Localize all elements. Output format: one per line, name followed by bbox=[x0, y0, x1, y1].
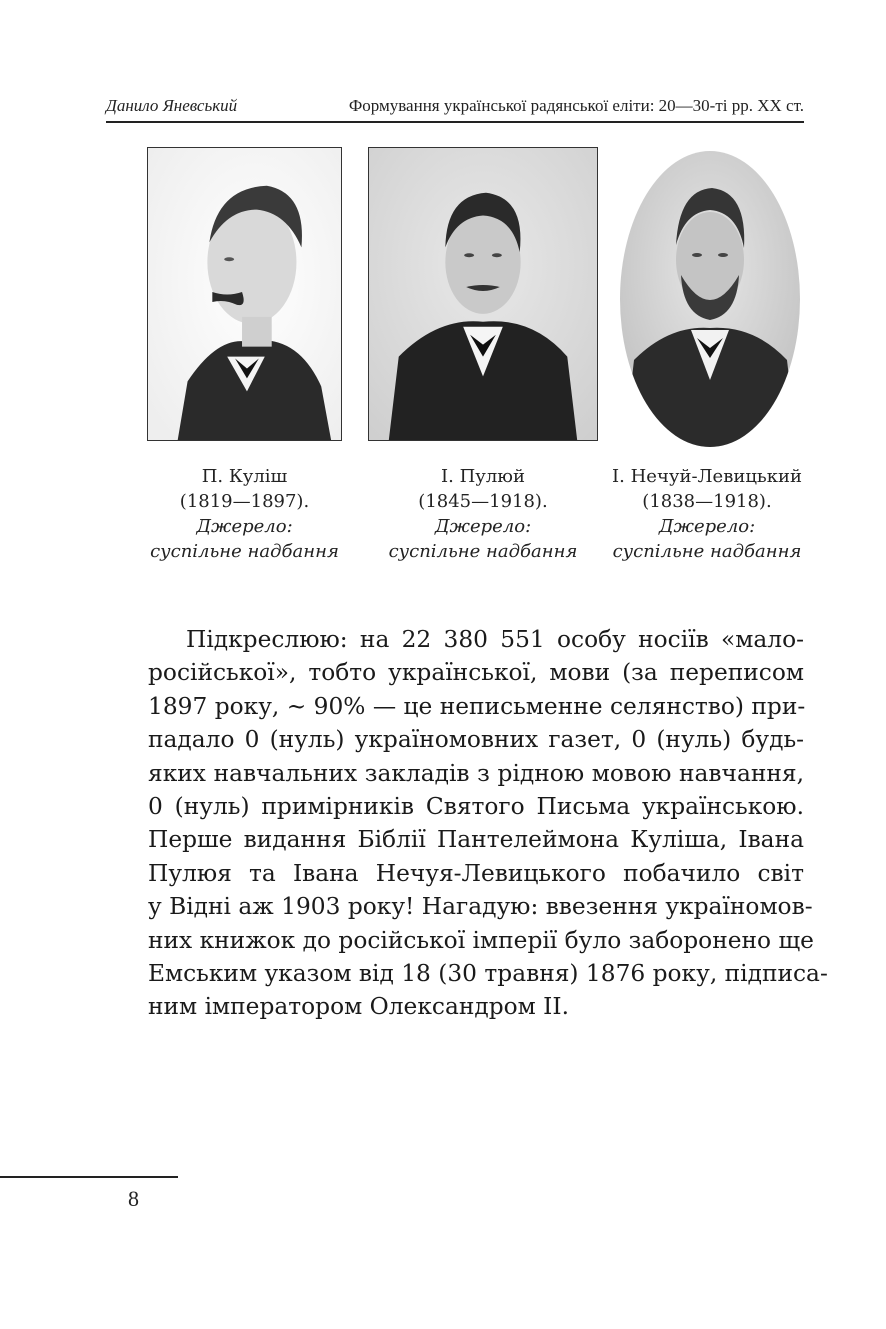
paragraph-line: 1897 року, ~ 90% — це неписьменне селянство) при- bbox=[148, 692, 806, 720]
portrait-photo-nechuy-levytsky bbox=[619, 150, 801, 448]
caption-source-value: суспільне надбання bbox=[388, 541, 578, 562]
paragraph-line: Підкреслюю: на 22 380 551 особу носіїв «мало- bbox=[186, 626, 804, 653]
paragraph-line: російської», тобто української, мови (за переписом bbox=[148, 659, 804, 687]
paragraph-line: Пулюя та Івана Нечуя-Левицького побачило світ bbox=[148, 859, 804, 887]
running-header-title: Формування української радянської еліти: 20—30-ті рр. ХХ ст. bbox=[348, 96, 804, 115]
paragraph-line: 0 (нуль) примірників Святого Письма українською. bbox=[148, 793, 804, 821]
caption-years: (1845—1918). bbox=[418, 491, 548, 512]
footer-rule bbox=[0, 1176, 178, 1178]
photo-caption-nechuy-levytsky bbox=[606, 464, 808, 564]
running-header-author: Данило Яневський bbox=[106, 96, 238, 115]
caption-source-value: суспільне надбання bbox=[612, 541, 802, 562]
caption-source-label: Джерело: bbox=[196, 516, 293, 537]
paragraph-line: падало 0 (нуль) україномовних газет, 0 (нуль) будь- bbox=[148, 726, 804, 754]
portrait-photo-puluj bbox=[368, 147, 598, 441]
photo-caption-puluj bbox=[368, 464, 598, 564]
paragraph-line: них книжок до російської імперії було заборонено ще bbox=[148, 926, 814, 954]
caption-years: (1838—1918). bbox=[642, 491, 772, 512]
paragraph-line: Емським указом від 18 (30 травня) 1876 року, підписа- bbox=[148, 960, 828, 988]
body-paragraph bbox=[148, 623, 828, 1024]
paragraph-line: яких навчальних закладів з рідною мовою навчання, bbox=[148, 759, 804, 787]
caption-source-label: Джерело: bbox=[434, 516, 532, 537]
paragraph-line: у Відні аж 1903 року! Нагадую: ввезення україномов- bbox=[148, 893, 813, 921]
caption-years: (1819—1897). bbox=[179, 491, 310, 512]
header-rule bbox=[106, 121, 804, 123]
paragraph-line: Перше видання Біблії Пантелеймона Куліша, Івана bbox=[148, 826, 804, 854]
caption-source-label: Джерело: bbox=[658, 516, 756, 537]
portrait-photo-kulish bbox=[147, 147, 342, 441]
caption-source-value: суспільне надбання bbox=[150, 541, 339, 562]
paragraph-line: ним імператором Олександром ІІ. bbox=[148, 993, 569, 1021]
photo-caption-kulish bbox=[147, 464, 342, 564]
caption-name: П. Куліш bbox=[201, 466, 288, 487]
page-number: 8 bbox=[128, 1186, 139, 1211]
caption-name: І. Пулюй bbox=[441, 466, 525, 487]
caption-name: І. Нечуй-Левицький bbox=[612, 466, 802, 487]
